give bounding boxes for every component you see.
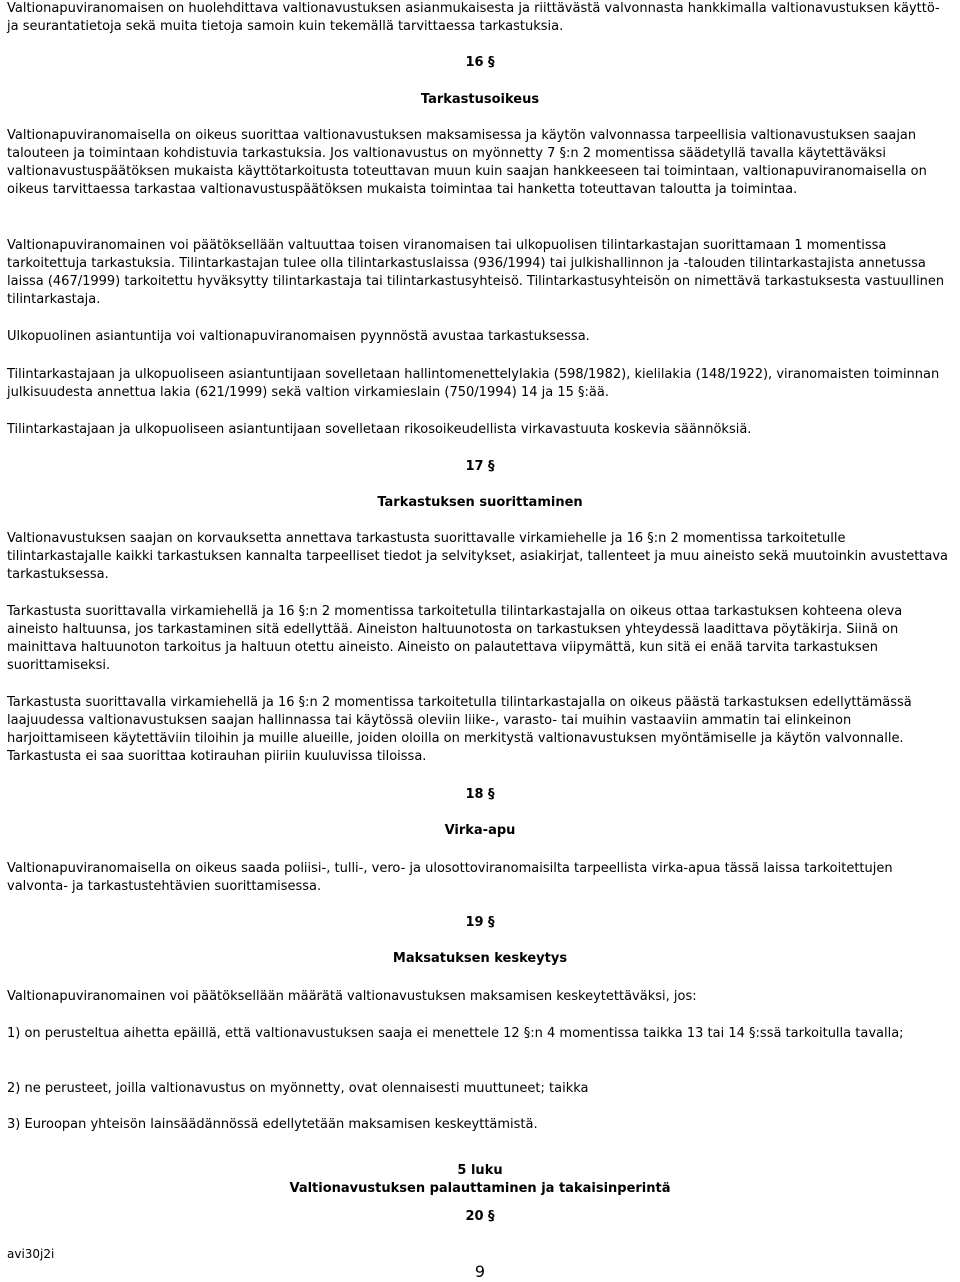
section-17-paragraph-2 — [7, 603, 953, 675]
section-16-paragraph-2 — [7, 237, 953, 309]
section-19-paragraph-1 — [7, 988, 953, 1006]
chapter-5-heading: 5 luku — [457, 1163, 503, 1178]
section-19-item-2-text: 2) ne perusteet, joilla valtionavustus on myönnetty, ovat olennaisesti muuttuneet; taikka — [7, 1081, 589, 1096]
section-16-p3-text: Ulkopuolinen asiantuntija voi valtionapuviranomaisen pyynnöstä avustaa tarkastuksessa. — [7, 329, 590, 344]
section-19-item-1-text: 1) on perusteltua aihetta epäillä, että valtionavustuksen saaja ei menettele 12 §:n 4 momentissa taikka 13 tai 14 §:ssä tarkoitulla tavalla; — [7, 1026, 904, 1041]
section-16-p5-text: Tilintarkastajaan ja ulkopuoliseen asiantuntijaan sovelletaan rikosoikeudellista virkavastuuta koskevia säännöksiä. — [7, 422, 752, 437]
section-17-title: Tarkastuksen suorittaminen — [377, 495, 583, 510]
section-17-p3-text: Tarkastusta suorittavalla virkamiehellä ja 16 §:n 2 momentissa tarkoitetulla tilintarkastajalla on oikeus päästä tarkastuksen edellyttämässä laajuudessa valtionavustuksen saajan hallinnassa tai käytössä oleviin liike-, varasto- tai muihin vastaaviin ammatin tai elinkeinon harjoittamiseen käytettäviin tiloihin ja muille alueille, joiden oloilla on merkitystä valtionavustuksen myöntämiselle ja käytön valvonnalle. Tarkastusta ei saa suorittaa kotirauhan piiriin kuuluvissa tiloissa. — [7, 695, 912, 764]
section-19-item-2 — [7, 1080, 953, 1098]
section-16-paragraph-1 — [7, 127, 953, 199]
section-18-p1-text: Valtionapuviranomaisella on oikeus saada poliisi-, tulli-, vero- ja ulosottoviranomaisilta tarpeellista virka-apua tässä laissa tarkoitettujen valvonta- ja tarkastustehtävien suorittamisessa. — [7, 861, 893, 894]
section-19-item-3 — [7, 1116, 953, 1134]
section-19-item-1 — [7, 1025, 953, 1043]
section-16-paragraph-3 — [7, 328, 953, 346]
section-16-paragraph-5 — [7, 421, 953, 439]
section-16-paragraph-4 — [7, 366, 953, 402]
document-code: avi30j2i — [7, 1247, 55, 1261]
section-17-p1-text: Valtionavustuksen saajan on korvauksetta annettava tarkastusta suorittavalle virkamiehelle ja 16 §:n 2 momentissa tarkoitetulle tilintarkastajalle kaikki tarkastuksen kannalta tarpeelliset tiedot ja selvitykset, asiakirjat, tallenteet ja muu aineisto sekä muutoinkin avustettava tarkastuksessa. — [7, 531, 949, 582]
section-16-number: 16 § — [465, 55, 495, 70]
section-19-number: 19 § — [465, 915, 495, 930]
section-19-title: Maksatuksen keskeytys — [392, 951, 568, 966]
section-17-p2-text: Tarkastusta suorittavalla virkamiehellä ja 16 §:n 2 momentissa tarkoitetulla tilintarkastajalla on oikeus ottaa tarkastuksen kohteena oleva aineisto haltuunsa, jos tarkastaminen sitä edellyttää. Aineiston haltuunotosta on tarkastuksen yhteydessä laadittava pöytäkirja. Siinä on mainittava haltuunoton tarkoitus ja haltuun otettu aineisto. Aineisto on palautettava viipymättä, kun sitä ei enää tarvita tarkastuksen suorittamiseksi. — [7, 604, 903, 673]
section-19-p1-text: Valtionapuviranomainen voi päätöksellään määrätä valtionavustuksen maksamisen keskeytettäväksi, jos: — [7, 989, 697, 1004]
section-18-number: 18 § — [465, 787, 495, 802]
intro-paragraph — [7, 0, 953, 36]
section-18-title: Virka-apu — [444, 823, 516, 838]
section-16-p2-text: Valtionapuviranomainen voi päätöksellään valtuuttaa toisen viranomaisen tai ulkopuolisen tilintarkastajan suorittamaan 1 momentissa tarkoitettuja tarkastuksia. Tilintarkastajan tulee olla tilintarkastuslaissa (936/1994) tai julkishallinnon ja -talouden tilintarkastajista annetussa laissa (467/1999) tarkoitettu hyväksytty tilintarkastaja tai tilintarkastusyhteisö. Tilintarkastusyhteisön on nimettävä tarkastuksesta vastuullinen tilintarkastaja. — [7, 238, 945, 307]
section-16-title: Tarkastusoikeus — [420, 92, 540, 107]
page-number: 9 — [474, 1262, 486, 1281]
section-16-p1-text: Valtionapuviranomaisella on oikeus suorittaa valtionavustuksen maksamisessa ja käytön valvonnassa tarpeellisia valtionavustuksen saajan talouteen ja toimintaan kohdistuvia tarkastuksia. Jos valtionavustus on myönnetty 7 §:n 2 momentissa säädetyllä tavalla käytettäväksi valtionavustuspäätöksen mukaista käyttötarkoitusta toteuttavan muun kuin saajan hankkeeseen tai toimintaan, valtionapuviranomaisella on oikeus tarvittaessa tarkastaa valtionavustuspäätöksen mukaista toimintaa tai hanketta toteuttavan taloutta ja toimintaa. — [7, 128, 927, 197]
section-16-p4-text: Tilintarkastajaan ja ulkopuoliseen asiantuntijaan sovelletaan hallintomenettelylakia (598/1982), kielilakia (148/1922), viranomaisten toiminnan julkisuudesta annettua lakia (621/1999) sekä valtion virkamieslain (750/1994) 14 ja 15 §:ää. — [7, 367, 940, 400]
section-20-number: 20 § — [465, 1209, 495, 1224]
section-17-paragraph-1 — [7, 530, 953, 584]
section-18-paragraph-1 — [7, 860, 953, 896]
section-17-paragraph-3 — [7, 694, 953, 766]
chapter-5-title: Valtionavustuksen palauttaminen ja takaisinperintä — [289, 1181, 671, 1196]
intro-text: Valtionapuviranomaisen on huolehdittava valtionavustuksen asianmukaisesta ja riittävästä valvonnasta hankkimalla valtionavustuksen käyttö- ja seurantatietoja sekä muita tietoja samoin kuin tekemällä tarvittaessa tarkastuksia. — [7, 1, 940, 34]
section-19-item-3-text: 3) Euroopan yhteisön lainsäädännössä edellytetään maksamisen keskeyttämistä. — [7, 1117, 538, 1132]
section-17-number: 17 § — [465, 459, 495, 474]
